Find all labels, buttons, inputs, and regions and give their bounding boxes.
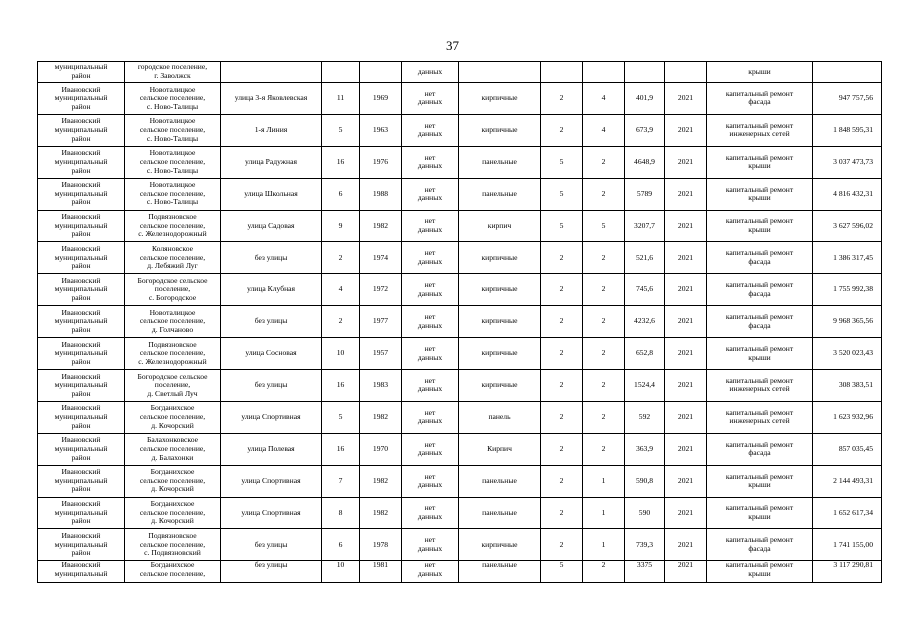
district-cell: Ивановский муниципальный район xyxy=(38,114,125,146)
street-cell: без улицы xyxy=(221,561,322,583)
street-cell: улица Клубная xyxy=(221,274,322,306)
house-cell: 10 xyxy=(322,338,360,370)
street-cell: улица Спортивная xyxy=(221,465,322,497)
district-cell: Ивановский муниципальный район xyxy=(38,210,125,242)
floors-cell: 2 xyxy=(541,274,583,306)
district-cell: Ивановский муниципальный xyxy=(38,561,125,583)
entrances-cell: 2 xyxy=(583,401,625,433)
street-cell: улица Спортивная xyxy=(221,497,322,529)
entrances-cell: 2 xyxy=(583,370,625,402)
year-cell: 1982 xyxy=(360,465,402,497)
street-cell: без улицы xyxy=(221,242,322,274)
material-cell: кирпичные xyxy=(459,83,541,115)
floors-cell: 2 xyxy=(541,465,583,497)
material-cell: кирпичные xyxy=(459,370,541,402)
settlement-cell: Новоталицкое сельское поселение, с. Ново-Талицы xyxy=(125,178,221,210)
district-cell: Ивановский муниципальный район xyxy=(38,83,125,115)
wear-cell: нет данных xyxy=(402,401,459,433)
housing-repair-table xyxy=(37,61,882,583)
house-cell: 7 xyxy=(322,465,360,497)
street-cell: улица 3-я Яковлевская xyxy=(221,83,322,115)
district-cell: Ивановский муниципальный район xyxy=(38,401,125,433)
street-cell: 1-я Линия xyxy=(221,114,322,146)
house-cell: 16 xyxy=(322,370,360,402)
work-cell: капитальный ремонт крыши xyxy=(707,561,813,583)
table-row xyxy=(38,146,882,178)
table-row xyxy=(38,274,882,306)
settlement-cell: Новоталицкое сельское поселение, д. Голчаново xyxy=(125,306,221,338)
floors-cell: 2 xyxy=(541,433,583,465)
district-cell: Ивановский муниципальный район xyxy=(38,178,125,210)
floors-cell: 2 xyxy=(541,401,583,433)
work-cell: капитальный ремонт фасада xyxy=(707,306,813,338)
district-cell: Ивановский муниципальный район xyxy=(38,146,125,178)
entrances-cell: 2 xyxy=(583,274,625,306)
work-cell: капитальный ремонт крыши xyxy=(707,338,813,370)
area-cell: 592 xyxy=(625,401,665,433)
table-row xyxy=(38,529,882,561)
material-cell: кирпичные xyxy=(459,306,541,338)
work-cell: капитальный ремонт крыши xyxy=(707,497,813,529)
street-cell xyxy=(221,62,322,83)
work-cell: капитальный ремонт крыши xyxy=(707,465,813,497)
year-cell: 1974 xyxy=(360,242,402,274)
cost-cell: 3 627 596,02 xyxy=(813,210,882,242)
entrances-cell: 2 xyxy=(583,338,625,370)
settlement-cell: Подвязновское сельское поселение, с. Железнодорожный xyxy=(125,210,221,242)
street-cell: улица Сосновая xyxy=(221,338,322,370)
wear-cell: нет данных xyxy=(402,306,459,338)
page-number: 37 xyxy=(446,38,459,53)
house-cell: 2 xyxy=(322,306,360,338)
table-row xyxy=(38,401,882,433)
work-cell: капитальный ремонт крыши xyxy=(707,210,813,242)
street-cell: улица Школьная xyxy=(221,178,322,210)
settlement-cell: Подвязновское сельское поселение, с. Подвязновский xyxy=(125,529,221,561)
area-cell: 745,6 xyxy=(625,274,665,306)
plan-year-cell: 2021 xyxy=(665,370,707,402)
year-cell: 1982 xyxy=(360,497,402,529)
district-cell: муниципальный район xyxy=(38,62,125,83)
material-cell: кирпичные xyxy=(459,274,541,306)
year-cell: 1970 xyxy=(360,433,402,465)
table-row xyxy=(38,338,882,370)
house-cell: 9 xyxy=(322,210,360,242)
street-cell: улица Радужная xyxy=(221,146,322,178)
street-cell: без улицы xyxy=(221,529,322,561)
material-cell xyxy=(459,62,541,83)
cost-cell: 3 520 023,43 xyxy=(813,338,882,370)
district-cell: Ивановский муниципальный район xyxy=(38,242,125,274)
material-cell: Кирпич xyxy=(459,433,541,465)
district-cell: Ивановский муниципальный район xyxy=(38,338,125,370)
district-cell: Ивановский муниципальный район xyxy=(38,370,125,402)
entrances-cell: 2 xyxy=(583,178,625,210)
area-cell: 652,8 xyxy=(625,338,665,370)
table-row xyxy=(38,433,882,465)
cost-cell: 9 968 365,56 xyxy=(813,306,882,338)
settlement-cell: Богданихское сельское поселение, д. Кочорский xyxy=(125,465,221,497)
plan-year-cell: 2021 xyxy=(665,114,707,146)
material-cell: панельные xyxy=(459,178,541,210)
floors-cell: 2 xyxy=(541,114,583,146)
year-cell: 1978 xyxy=(360,529,402,561)
cost-cell: 1 652 617,34 xyxy=(813,497,882,529)
wear-cell: нет данных xyxy=(402,561,459,583)
material-cell: кирпичные xyxy=(459,114,541,146)
settlement-cell: Богданихское сельское поселение, д. Кочорский xyxy=(125,401,221,433)
floors-cell: 2 xyxy=(541,83,583,115)
work-cell: капитальный ремонт инженерных сетей xyxy=(707,401,813,433)
area-cell: 363,9 xyxy=(625,433,665,465)
area-cell xyxy=(625,62,665,83)
floors-cell: 2 xyxy=(541,338,583,370)
wear-cell: нет данных xyxy=(402,433,459,465)
area-cell: 4648,9 xyxy=(625,146,665,178)
settlement-cell: городское поселение, г. Заволжск xyxy=(125,62,221,83)
wear-cell: нет данных xyxy=(402,465,459,497)
wear-cell: нет данных xyxy=(402,497,459,529)
cost-cell: 2 144 493,31 xyxy=(813,465,882,497)
house-cell: 10 xyxy=(322,561,360,583)
wear-cell: данных xyxy=(402,62,459,83)
district-cell: Ивановский муниципальный район xyxy=(38,529,125,561)
area-cell: 1524,4 xyxy=(625,370,665,402)
settlement-cell: Подвязновское сельское поселение, с. Железнодорожный xyxy=(125,338,221,370)
house-cell: 6 xyxy=(322,178,360,210)
street-cell: без улицы xyxy=(221,306,322,338)
wear-cell: нет данных xyxy=(402,114,459,146)
floors-cell: 2 xyxy=(541,242,583,274)
house-cell xyxy=(322,62,360,83)
work-cell: капитальный ремонт крыши xyxy=(707,178,813,210)
house-cell: 8 xyxy=(322,497,360,529)
settlement-cell: Новоталицкое сельское поселение, с. Ново-Талицы xyxy=(125,83,221,115)
entrances-cell: 1 xyxy=(583,529,625,561)
wear-cell: нет данных xyxy=(402,274,459,306)
plan-year-cell: 2021 xyxy=(665,561,707,583)
entrances-cell: 4 xyxy=(583,114,625,146)
cost-cell: 1 755 992,38 xyxy=(813,274,882,306)
work-cell: капитальный ремонт инженерных сетей xyxy=(707,114,813,146)
table-row xyxy=(38,242,882,274)
house-cell: 5 xyxy=(322,114,360,146)
cost-cell xyxy=(813,62,882,83)
year-cell: 1988 xyxy=(360,178,402,210)
work-cell: капитальный ремонт фасада xyxy=(707,83,813,115)
work-cell: капитальный ремонт крыши xyxy=(707,146,813,178)
plan-year-cell: 2021 xyxy=(665,146,707,178)
year-cell: 1969 xyxy=(360,83,402,115)
area-cell: 401,9 xyxy=(625,83,665,115)
wear-cell: нет данных xyxy=(402,178,459,210)
plan-year-cell: 2021 xyxy=(665,178,707,210)
wear-cell: нет данных xyxy=(402,370,459,402)
year-cell: 1972 xyxy=(360,274,402,306)
wear-cell: нет данных xyxy=(402,210,459,242)
material-cell: кирпичные xyxy=(459,242,541,274)
settlement-cell: Новоталицкое сельское поселение, с. Ново-Талицы xyxy=(125,114,221,146)
district-cell: Ивановский муниципальный район xyxy=(38,306,125,338)
plan-year-cell xyxy=(665,62,707,83)
entrances-cell: 2 xyxy=(583,433,625,465)
work-cell: крыши xyxy=(707,62,813,83)
plan-year-cell: 2021 xyxy=(665,401,707,433)
entrances-cell: 1 xyxy=(583,497,625,529)
wear-cell: нет данных xyxy=(402,146,459,178)
year-cell: 1982 xyxy=(360,210,402,242)
cost-cell: 857 035,45 xyxy=(813,433,882,465)
work-cell: капитальный ремонт фасада xyxy=(707,242,813,274)
material-cell: кирпичные xyxy=(459,529,541,561)
house-cell: 16 xyxy=(322,146,360,178)
table-row xyxy=(38,210,882,242)
floors-cell: 2 xyxy=(541,306,583,338)
floors-cell: 5 xyxy=(541,146,583,178)
area-cell: 3207,7 xyxy=(625,210,665,242)
year-cell: 1982 xyxy=(360,401,402,433)
settlement-cell: Коляновское сельское поселение, д. Лебяжий Луг xyxy=(125,242,221,274)
house-cell: 2 xyxy=(322,242,360,274)
plan-year-cell: 2021 xyxy=(665,306,707,338)
material-cell: панельные xyxy=(459,146,541,178)
table-row xyxy=(38,370,882,402)
cost-cell: 1 623 932,96 xyxy=(813,401,882,433)
plan-year-cell: 2021 xyxy=(665,529,707,561)
cost-cell: 1 741 155,00 xyxy=(813,529,882,561)
floors-cell: 2 xyxy=(541,529,583,561)
plan-year-cell: 2021 xyxy=(665,242,707,274)
wear-cell: нет данных xyxy=(402,83,459,115)
cost-cell: 1 386 317,45 xyxy=(813,242,882,274)
year-cell: 1983 xyxy=(360,370,402,402)
settlement-cell: Балахонковское сельское поселение, д. Балахонки xyxy=(125,433,221,465)
plan-year-cell: 2021 xyxy=(665,433,707,465)
material-cell: панельные xyxy=(459,465,541,497)
house-cell: 16 xyxy=(322,433,360,465)
house-cell: 11 xyxy=(322,83,360,115)
wear-cell: нет данных xyxy=(402,242,459,274)
table-row xyxy=(38,178,882,210)
area-cell: 3375 xyxy=(625,561,665,583)
table-row xyxy=(38,465,882,497)
entrances-cell: 2 xyxy=(583,561,625,583)
settlement-cell: Богородское сельское поселение, д. Светлый Луч xyxy=(125,370,221,402)
plan-year-cell: 2021 xyxy=(665,497,707,529)
street-cell: улица Спортивная xyxy=(221,401,322,433)
year-cell: 1957 xyxy=(360,338,402,370)
cost-cell: 947 757,56 xyxy=(813,83,882,115)
floors-cell: 5 xyxy=(541,178,583,210)
cost-cell: 4 816 432,31 xyxy=(813,178,882,210)
settlement-cell: Богородское сельское поселение, с. Богородское xyxy=(125,274,221,306)
street-cell: улица Полевая xyxy=(221,433,322,465)
year-cell: 1977 xyxy=(360,306,402,338)
house-cell: 5 xyxy=(322,401,360,433)
plan-year-cell: 2021 xyxy=(665,338,707,370)
entrances-cell xyxy=(583,62,625,83)
plan-year-cell: 2021 xyxy=(665,210,707,242)
district-cell: Ивановский муниципальный район xyxy=(38,465,125,497)
area-cell: 739,3 xyxy=(625,529,665,561)
entrances-cell: 4 xyxy=(583,83,625,115)
year-cell xyxy=(360,62,402,83)
table-row xyxy=(38,83,882,115)
material-cell: панельные xyxy=(459,497,541,529)
district-cell: Ивановский муниципальный район xyxy=(38,433,125,465)
settlement-cell: Новоталицкое сельское поселение, с. Ново-Талицы xyxy=(125,146,221,178)
area-cell: 590 xyxy=(625,497,665,529)
plan-year-cell: 2021 xyxy=(665,274,707,306)
area-cell: 673,9 xyxy=(625,114,665,146)
floors-cell: 5 xyxy=(541,210,583,242)
entrances-cell: 5 xyxy=(583,210,625,242)
work-cell: капитальный ремонт фасада xyxy=(707,433,813,465)
year-cell: 1963 xyxy=(360,114,402,146)
cost-cell: 3 037 473,73 xyxy=(813,146,882,178)
plan-year-cell: 2021 xyxy=(665,465,707,497)
entrances-cell: 1 xyxy=(583,465,625,497)
material-cell: панель xyxy=(459,401,541,433)
year-cell: 1981 xyxy=(360,561,402,583)
street-cell: без улицы xyxy=(221,370,322,402)
wear-cell: нет данных xyxy=(402,529,459,561)
floors-cell: 2 xyxy=(541,370,583,402)
area-cell: 590,8 xyxy=(625,465,665,497)
cost-cell: 1 848 595,31 xyxy=(813,114,882,146)
table-row xyxy=(38,561,882,583)
table-row xyxy=(38,62,882,83)
settlement-cell: Богданихское сельское поселение, xyxy=(125,561,221,583)
cost-cell: 308 383,51 xyxy=(813,370,882,402)
table-row xyxy=(38,306,882,338)
wear-cell: нет данных xyxy=(402,338,459,370)
district-cell: Ивановский муниципальный район xyxy=(38,274,125,306)
material-cell: кирпич xyxy=(459,210,541,242)
entrances-cell: 2 xyxy=(583,242,625,274)
house-cell: 6 xyxy=(322,529,360,561)
entrances-cell: 2 xyxy=(583,306,625,338)
floors-cell: 5 xyxy=(541,561,583,583)
table-row xyxy=(38,497,882,529)
year-cell: 1976 xyxy=(360,146,402,178)
cost-cell: 3 117 290,81 xyxy=(813,561,882,583)
work-cell: капитальный ремонт фасада xyxy=(707,274,813,306)
work-cell: капитальный ремонт инженерных сетей xyxy=(707,370,813,402)
house-cell: 4 xyxy=(322,274,360,306)
work-cell: капитальный ремонт фасада xyxy=(707,529,813,561)
material-cell: панельные xyxy=(459,561,541,583)
district-cell: Ивановский муниципальный район xyxy=(38,497,125,529)
table-row xyxy=(38,114,882,146)
plan-year-cell: 2021 xyxy=(665,83,707,115)
floors-cell xyxy=(541,62,583,83)
settlement-cell: Богданихское сельское поселение, д. Кочорский xyxy=(125,497,221,529)
street-cell: улица Садовая xyxy=(221,210,322,242)
material-cell: кирпичные xyxy=(459,338,541,370)
entrances-cell: 2 xyxy=(583,146,625,178)
area-cell: 4232,6 xyxy=(625,306,665,338)
floors-cell: 2 xyxy=(541,497,583,529)
area-cell: 521,6 xyxy=(625,242,665,274)
area-cell: 5789 xyxy=(625,178,665,210)
